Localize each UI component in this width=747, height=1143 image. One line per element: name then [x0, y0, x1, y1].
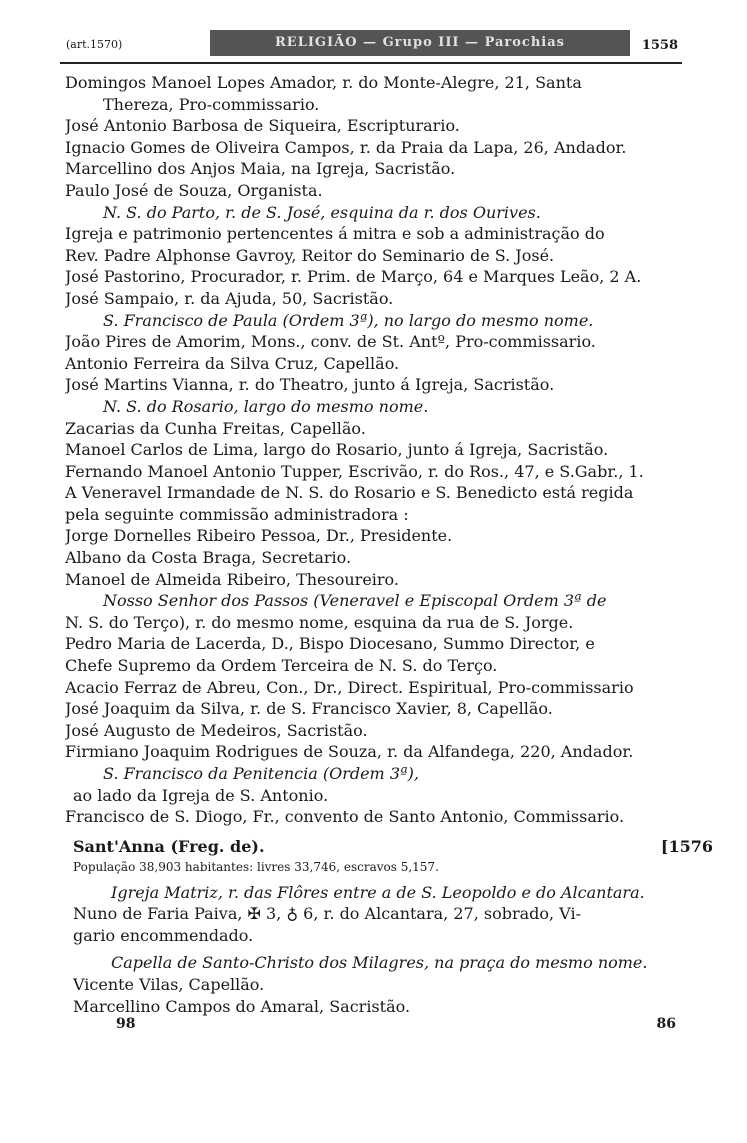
entry-line: Antonio Ferreira da Silva Cruz, Capellão.	[65, 353, 400, 373]
entry-line: A Veneravel Irmandade de N. S. do Rosario e S. Benedicto está regida	[65, 483, 634, 503]
entry-line: Domingos Manoel Lopes Amador, r. do Monte-Alegre, 21, Santa	[65, 73, 582, 92]
entry-line: Ignacio Gomes de Oliveira Campos, r. da Praia da Lapa, 26, Andador.	[65, 137, 627, 157]
header-article-ref: (art.1570)	[66, 38, 123, 51]
entries-body	[65, 72, 713, 828]
entry-line: Manoel de Almeida Ribeiro, Thesoureiro.	[65, 569, 399, 589]
entry-line: Marcellino dos Anjos Maia, na Igreja, Sacristão.	[65, 159, 456, 179]
entry-line: Igreja e patrimonio pertencentes á mitra e sob a administração do	[65, 224, 605, 244]
section-heading-row	[73, 836, 713, 858]
entry-line: Chefe Supremo da Ordem Terceira de N. S. do Terço.	[65, 656, 498, 676]
entry-line: pela seguinte commissão administradora :	[65, 504, 409, 524]
church-heading: S. Francisco da Penitencia (Ordem 3ª),	[103, 764, 419, 783]
church-heading: Nosso Senhor dos Passos (Veneravel e Episcopal Ordem 3ª de	[103, 591, 607, 611]
entry-line: gario encommendado.	[73, 925, 254, 945]
entry-line: Marcellino Campos do Amaral, Sacristão.	[73, 996, 411, 1016]
church-heading: N. S. do Rosario, largo do mesmo nome.	[103, 396, 429, 416]
entry-line: José Sampaio, r. da Ajuda, 50, Sacristão.	[65, 288, 394, 308]
entry-line: Thereza, Pro-commissario.	[103, 94, 320, 114]
entry-line: João Pires de Amorim, Mons., conv. de St. Antº, Pro-commissario.	[65, 332, 596, 352]
entry-line: Nuno de Faria Paiva, ✠ 3, ♁ 6, r. do Alcantara, 27, sobrado, Vi-	[73, 904, 581, 924]
header-page-number: 1558	[641, 38, 678, 53]
entry-line: Manoel Carlos de Lima, largo do Rosario, junto á Igreja, Sacristão.	[65, 440, 609, 460]
page-header	[60, 28, 682, 64]
entry-line: ao lado da Igreja de S. Antonio.	[73, 785, 329, 805]
footer-right-number: 86	[656, 1016, 676, 1032]
header-title: RELIGIÃO — Grupo III — Parochias	[210, 30, 630, 56]
entry-line: Fernando Manoel Antonio Tupper, Escrivão, r. do Ros., 47, e S.Gabr., 1.	[65, 461, 644, 481]
footer-left-number: 98	[116, 1016, 136, 1032]
entry-line: Zacarias da Cunha Freitas, Capellão.	[65, 418, 366, 438]
entry-line: Pedro Maria de Lacerda, D., Bispo Diocesano, Summo Director, e	[65, 634, 595, 654]
entry-line: Firmiano Joaquim Rodrigues de Souza, r. da Alfandega, 220, Andador.	[65, 742, 634, 762]
entry-line: Jorge Dornelles Ribeiro Pessoa, Dr., Presidente.	[65, 526, 453, 546]
entry-line: José Antonio Barbosa de Siqueira, Escripturario.	[65, 116, 460, 136]
entry-line: N. S. do Terço), r. do mesmo nome, esquina da rua de S. Jorge.	[65, 612, 574, 632]
entry-line: Vicente Vilas, Capellão.	[73, 974, 265, 994]
entry-line: José Martins Vianna, r. do Theatro, junto á Igreja, Sacristão.	[65, 375, 555, 395]
section-title: Sant'Anna (Freg. de).	[73, 837, 265, 856]
church-heading: S. Francisco de Paula (Ordem 3ª), no largo do mesmo nome.	[103, 310, 594, 330]
entry-line: José Pastorino, Procurador, r. Prim. de Março, 64 e Marques Leão, 2 A.	[65, 267, 642, 287]
church-heading: N. S. do Parto, r. de S. José, esquina da r. dos Ourives.	[103, 202, 541, 222]
section-ref: [1576	[660, 837, 713, 856]
entry-line: José Augusto de Medeiros, Sacristão.	[65, 720, 368, 740]
santanna-section	[73, 836, 713, 1017]
entry-line: Albano da Costa Braga, Secretario.	[65, 548, 352, 568]
population-line: População 38,903 habitantes: livres 33,746, escravos 5,157.	[73, 859, 439, 874]
entry-line: Acacio Ferraz de Abreu, Con., Dr., Direct. Espiritual, Pro-commissario	[65, 677, 634, 697]
entry-line: Rev. Padre Alphonse Gavroy, Reitor do Seminario de S. José.	[65, 245, 555, 265]
entry-line: Paulo José de Souza, Organista.	[65, 180, 323, 200]
church-heading: Capella de Santo-Christo dos Milagres, na praça do mesmo nome.	[111, 953, 648, 973]
page-footer	[116, 1016, 676, 1032]
church-heading: Igreja Matriz, r. das Flôres entre a de S. Leopoldo e do Alcantara.	[111, 882, 645, 902]
entry-line: José Joaquim da Silva, r. de S. Francisco Xavier, 8, Capellão.	[65, 699, 553, 719]
entry-line: Francisco de S. Diogo, Fr., convento de Santo Antonio, Commissario.	[65, 807, 625, 827]
